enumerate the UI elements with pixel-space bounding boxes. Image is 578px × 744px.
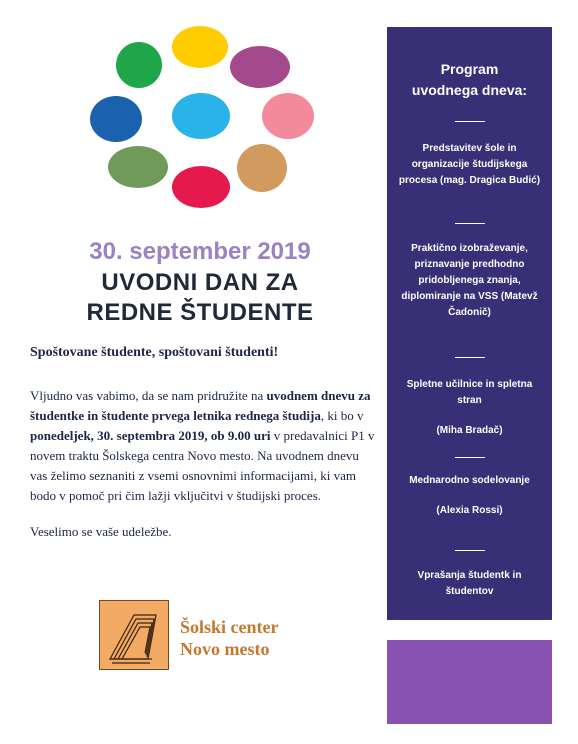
dot-yellow [172,26,228,68]
program-sidebar [387,27,552,620]
dot-green [116,42,162,88]
book-stack-icon [100,601,168,669]
page-title [0,268,400,328]
program-item-text: Mednarodno sodelovanje [409,475,530,486]
closing-line: Veselimo se vaše udeležbe. [30,524,172,539]
sidebar-title-line-1: Program [440,61,499,77]
program-item-text: Spletne učilnice in spletna stran [406,379,533,406]
invitation-text-1: Vljudno vas vabimo, da se nam pridružite na [30,388,267,403]
sidebar-title-line-2: uvodnega dneva: [411,82,528,98]
dot-blue [90,96,142,142]
invitation-paragraph [30,386,378,506]
divider [455,121,485,122]
accent-box [387,640,552,724]
program-item [395,568,544,600]
school-name [180,616,340,660]
divider [455,357,485,358]
program-item-presenter: (Miha Bradač) [436,425,503,436]
event-date: 30. september 2019 [89,238,311,265]
dot-tan [237,144,287,192]
divider [455,457,485,458]
title-line-1: UVODNI DAN ZA [101,269,299,296]
dot-pink [262,93,314,139]
program-item [395,473,544,519]
program-item-presenter: (Alexia Rossi) [436,505,503,516]
program-item [395,241,544,321]
divider [455,223,485,224]
program-item [395,141,544,189]
greeting: Spoštovane študente, spoštovani študenti! [30,345,279,360]
program-item-text: Vprašanja študentk in študentov [417,570,522,597]
dot-cyan [172,93,230,139]
dot-olive [108,146,168,188]
school-logo-icon [99,600,169,670]
title-line-2: REDNE ŠTUDENTE [86,299,314,326]
invitation-bold-1: uvodnem dnevu za študentke in študente prvega letnika rednega študija [30,388,371,423]
program-item [395,377,544,439]
program-item-text: Predstavitev šole in organizacije študijskega procesa (mag. Dragica Budić) [398,143,541,186]
dot-red [172,166,230,208]
invitation-text-3: v predavalnici P1 v novem traktu Šolskega centra Novo mesto. Na uvodnem dnevu vas želimo seznaniti z vsemi osnovnimi informacijami, ki vam bodo v pomoč pri čim lažji vključitvi v študijski proces. [30,428,375,503]
divider [455,550,485,551]
invitation-text-2: , ki bo v [320,408,364,423]
invitation-bold-2: ponedeljek, 30. septembra 2019, ob 9.00 uri [30,428,271,443]
school-name-line-2: Novo mesto [180,639,270,659]
program-item-text: Praktično izobraževanje, priznavanje predhodno pridobljenega znanja, diplomiranje na VSS (Matevž Čadonič) [401,243,538,318]
dot-magenta [230,46,290,88]
decorative-dots [0,0,380,230]
school-name-line-1: Šolski center [180,617,279,637]
sidebar-title [387,59,552,101]
